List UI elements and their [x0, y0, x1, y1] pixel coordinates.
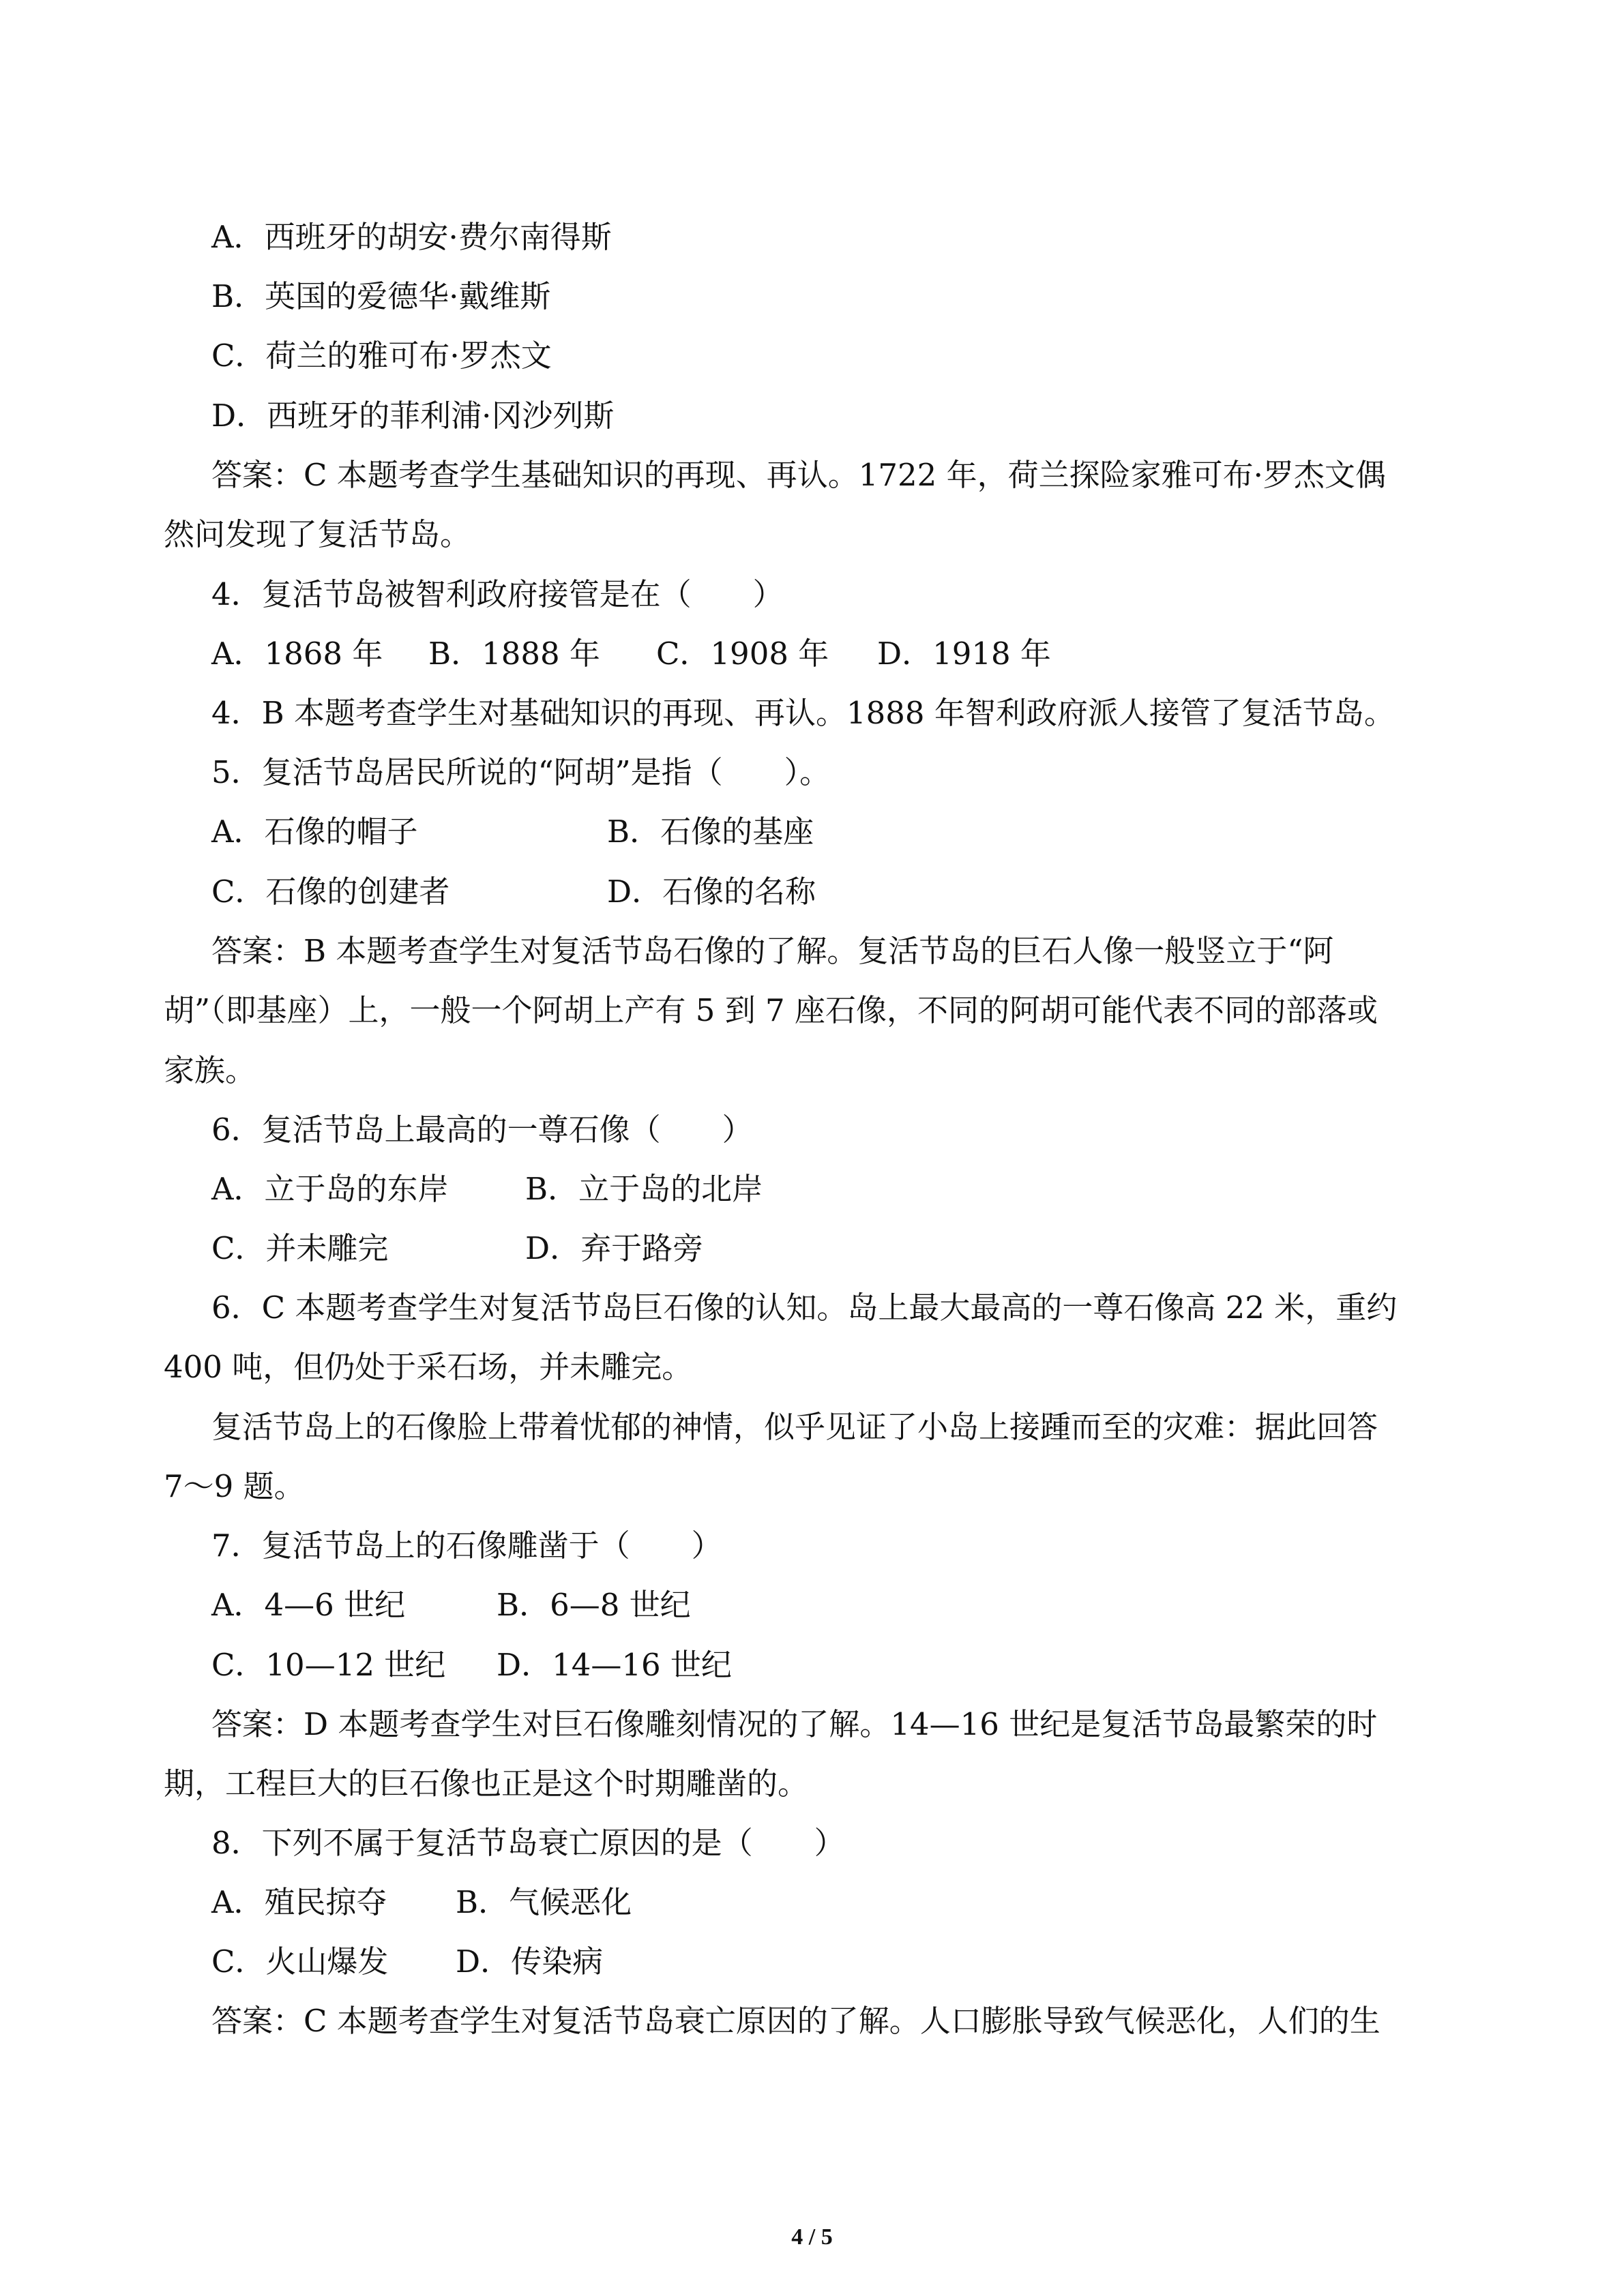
q8-answer-line1: 答案：C 本题考查学生对复活节岛衰亡原因的了解。人口膨胀导致气候恶化，人们的生 [211, 2003, 1381, 2039]
q7-option-c: C．10—12 世纪 [211, 1647, 446, 1683]
page-number: 4 / 5 [791, 2224, 833, 2250]
q4-option-d: D．1918 年 [877, 636, 1051, 672]
q6-option-c: C．并未雕完 [211, 1230, 389, 1266]
q5-option-c: C．石像的创建者 [211, 874, 450, 910]
q6-answer-line2: 400 吨，但仍处于采石场，并未雕完。 [164, 1349, 693, 1385]
q7-answer-line1: 答案：D 本题考查学生对巨石像雕刻情况的了解。14—16 世纪是复活节岛最繁荣的时 [211, 1706, 1378, 1742]
q6-stem: 6．复活节岛上最高的一尊石像（ ） [211, 1112, 753, 1148]
q3-option-b: B．英国的爱德华·戴维斯 [211, 278, 551, 314]
q5-answer-line2: 胡”（即基座）上，一般一个阿胡上产有 5 到 7 座石像，不同的阿胡可能代表不同的部落或 [164, 992, 1378, 1028]
passage-line2: 7～9 题。 [164, 1468, 305, 1504]
q4-option-c: C．1908 年 [656, 636, 829, 672]
q8-option-c: C．火山爆发 [211, 1943, 389, 1980]
q4-answer: 4．B 本题考查学生对基础知识的再现、再认。1888 年智利政府派人接管了复活节岛。 [211, 695, 1395, 731]
q5-option-d: D．石像的名称 [607, 874, 816, 910]
q8-option-b: B．气候恶化 [456, 1884, 632, 1920]
q4-stem: 4．复活节岛被智利政府接管是在（ ） [211, 576, 784, 612]
q6-option-a: A．立于岛的东岸 [211, 1171, 449, 1207]
q7-option-a: A．4—6 世纪 [211, 1587, 406, 1623]
q3-option-c: C．荷兰的雅可布·罗杰文 [211, 338, 552, 374]
q4-option-b: B．1888 年 [428, 636, 600, 672]
q5-answer-line3: 家族。 [164, 1052, 256, 1088]
q3-option-d: D．西班牙的菲利浦·冈沙列斯 [211, 398, 615, 434]
q5-stem: 5．复活节岛居民所说的“阿胡”是指（ ）。 [211, 754, 831, 790]
q3-answer-line2: 然问发现了复活节岛。 [164, 516, 471, 552]
q4-option-a: A．1868 年 [211, 636, 383, 672]
q7-option-b: B．6—8 世纪 [497, 1587, 691, 1623]
q3-option-a: A．西班牙的胡安·费尔南得斯 [211, 219, 612, 255]
q6-option-d: D．弃于路旁 [525, 1230, 704, 1266]
q5-option-a: A．石像的帽子 [211, 814, 418, 850]
q7-stem: 7．复活节岛上的石像雕凿于（ ） [211, 1527, 722, 1564]
q6-option-b: B．立于岛的北岸 [525, 1171, 763, 1207]
q7-answer-line2: 期，工程巨大的巨石像也正是这个时期雕凿的。 [164, 1765, 809, 1802]
q8-option-d: D．传染病 [456, 1943, 604, 1980]
q8-stem: 8．下列不属于复活节岛衰亡原因的是（ ） [211, 1825, 845, 1861]
passage-line1: 复活节岛上的石像脸上带着忧郁的神情，似乎见证了小岛上接踵而至的灾难：据此回答 [211, 1409, 1378, 1445]
q7-option-d: D．14—16 世纪 [497, 1647, 732, 1683]
q3-answer-line1: 答案：C 本题考查学生基础知识的再现、再认。1722 年，荷兰探险家雅可布·罗杰文偶 [211, 457, 1386, 493]
q6-answer-line1: 6．C 本题考查学生对复活节岛巨石像的认知。岛上最大最高的一尊石像高 22 米，重约 [211, 1289, 1398, 1326]
q5-option-b: B．石像的基座 [607, 814, 814, 850]
q5-answer-line1: 答案：B 本题考查学生对复活节岛石像的了解。复活节岛的巨石人像一般竖立于“阿 [211, 933, 1334, 969]
q8-option-a: A．殖民掠夺 [211, 1884, 387, 1920]
